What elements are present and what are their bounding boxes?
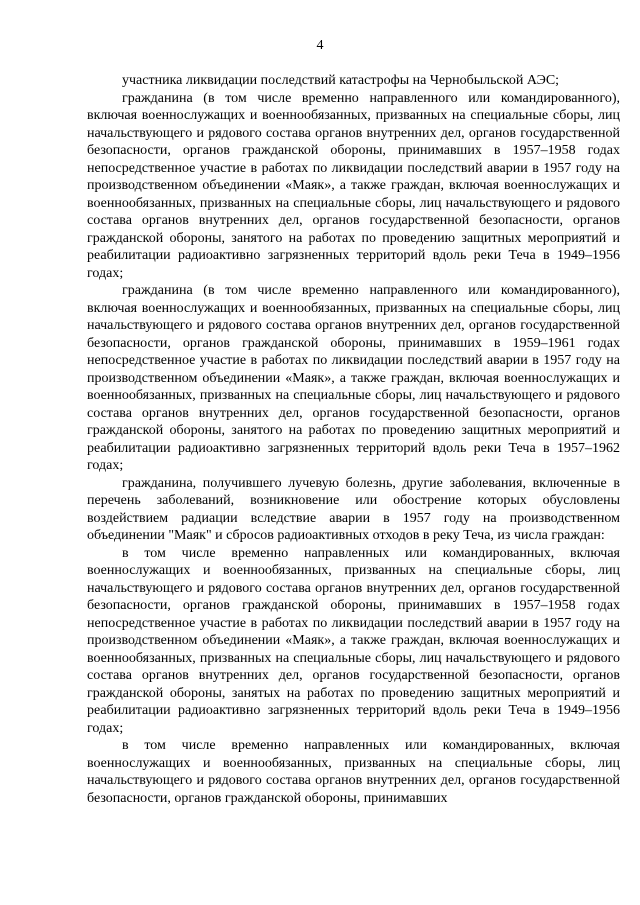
page-number: 4 — [316, 38, 324, 53]
paragraph-radiation-sickness: гражданина, получившего лучевую болезнь, другие заболевания, включенные в перечень заболеваний, возникновение или обострение которых обусловлены воздействием радиации вследствие аварии в 1957 году на производственном объединении "Маяк" и сбросов радиоактивных отходов в реку Теча, из числа граждан: — [87, 475, 620, 543]
document-body — [87, 72, 620, 807]
paragraph-mayak-1957-1958: гражданина (в том числе временно направленного или командированного), включая военнослужащих и военнообязанных, призванных на специальные сборы, лиц начальствующего и рядового состава органов внутренних дел, органов государственной безопасности, органов гражданской обороны, принимавших в 1957–1958 годах непосредственное участие в работах по ликвидации последствий аварии в 1957 году на производственном объединении «Маяк», а также граждан, включая военнослужащих и военнообязанных, призванных на специальные сборы, лиц начальствующего и рядового состава органов внутренних дел, органов государственной безопасности, органов гражданской обороны, занятого на работах по проведению защитных мероприятий и реабилитации радиоактивно загрязненных территорий вдоль реки Теча в 1949–1956 годах; — [87, 90, 620, 281]
paragraph-mayak-1959-1961: гражданина (в том числе временно направленного или командированного), включая военнослужащих и военнообязанных, призванных на специальные сборы, лиц начальствующего и рядового состава органов внутренних дел, органов государственной безопасности, органов гражданской обороны, принимавших в 1959–1961 годах непосредственное участие в работах по ликвидации последствий аварии в 1957 году на производственном объединении «Маяк», а также граждан, включая военнослужащих и военнообязанных, призванных на специальные сборы, лиц начальствующего и рядового состава органов внутренних дел, органов государственной безопасности, органов гражданской обороны, занятого на работах по проведению защитных мероприятий и реабилитации радиоактивно загрязненных территорий вдоль реки Теча в 1957–1962 годах; — [87, 283, 620, 473]
paragraph-subgroup-continued: в том числе временно направленных или командированных, включая военнослужащих и военнообязанных, призванных на специальные сборы, лиц начальствующего и рядового состава органов внутренних дел, органов государственной безопасности, органов гражданской обороны, принимавших — [87, 738, 620, 806]
paragraph-chernobyl-liquidator: участника ликвидации последствий катастрофы на Чернобыльской АЭС; — [122, 73, 560, 88]
paragraph-subgroup-1957-1958: в том числе временно направленных или командированных, включая военнослужащих и военнообязанных, призванных на специальные сборы, лиц начальствующего и рядового состава органов внутренних дел, органов государственной безопасности, органов гражданской обороны, принимавших в 1957–1958 годах непосредственное участие в работах по ликвидации последствий аварии в 1957 году на производственном объединении «Маяк», а также граждан, включая военнослужащих и военнообязанных, призванных на специальные сборы, лиц начальствующего и рядового состава органов внутренних дел, органов государственной безопасности, органов гражданской обороны, занятых на работах по проведению защитных мероприятий и реабилитации радиоактивно загрязненных территорий вдоль реки Теча в 1949–1956 годах; — [87, 545, 620, 736]
